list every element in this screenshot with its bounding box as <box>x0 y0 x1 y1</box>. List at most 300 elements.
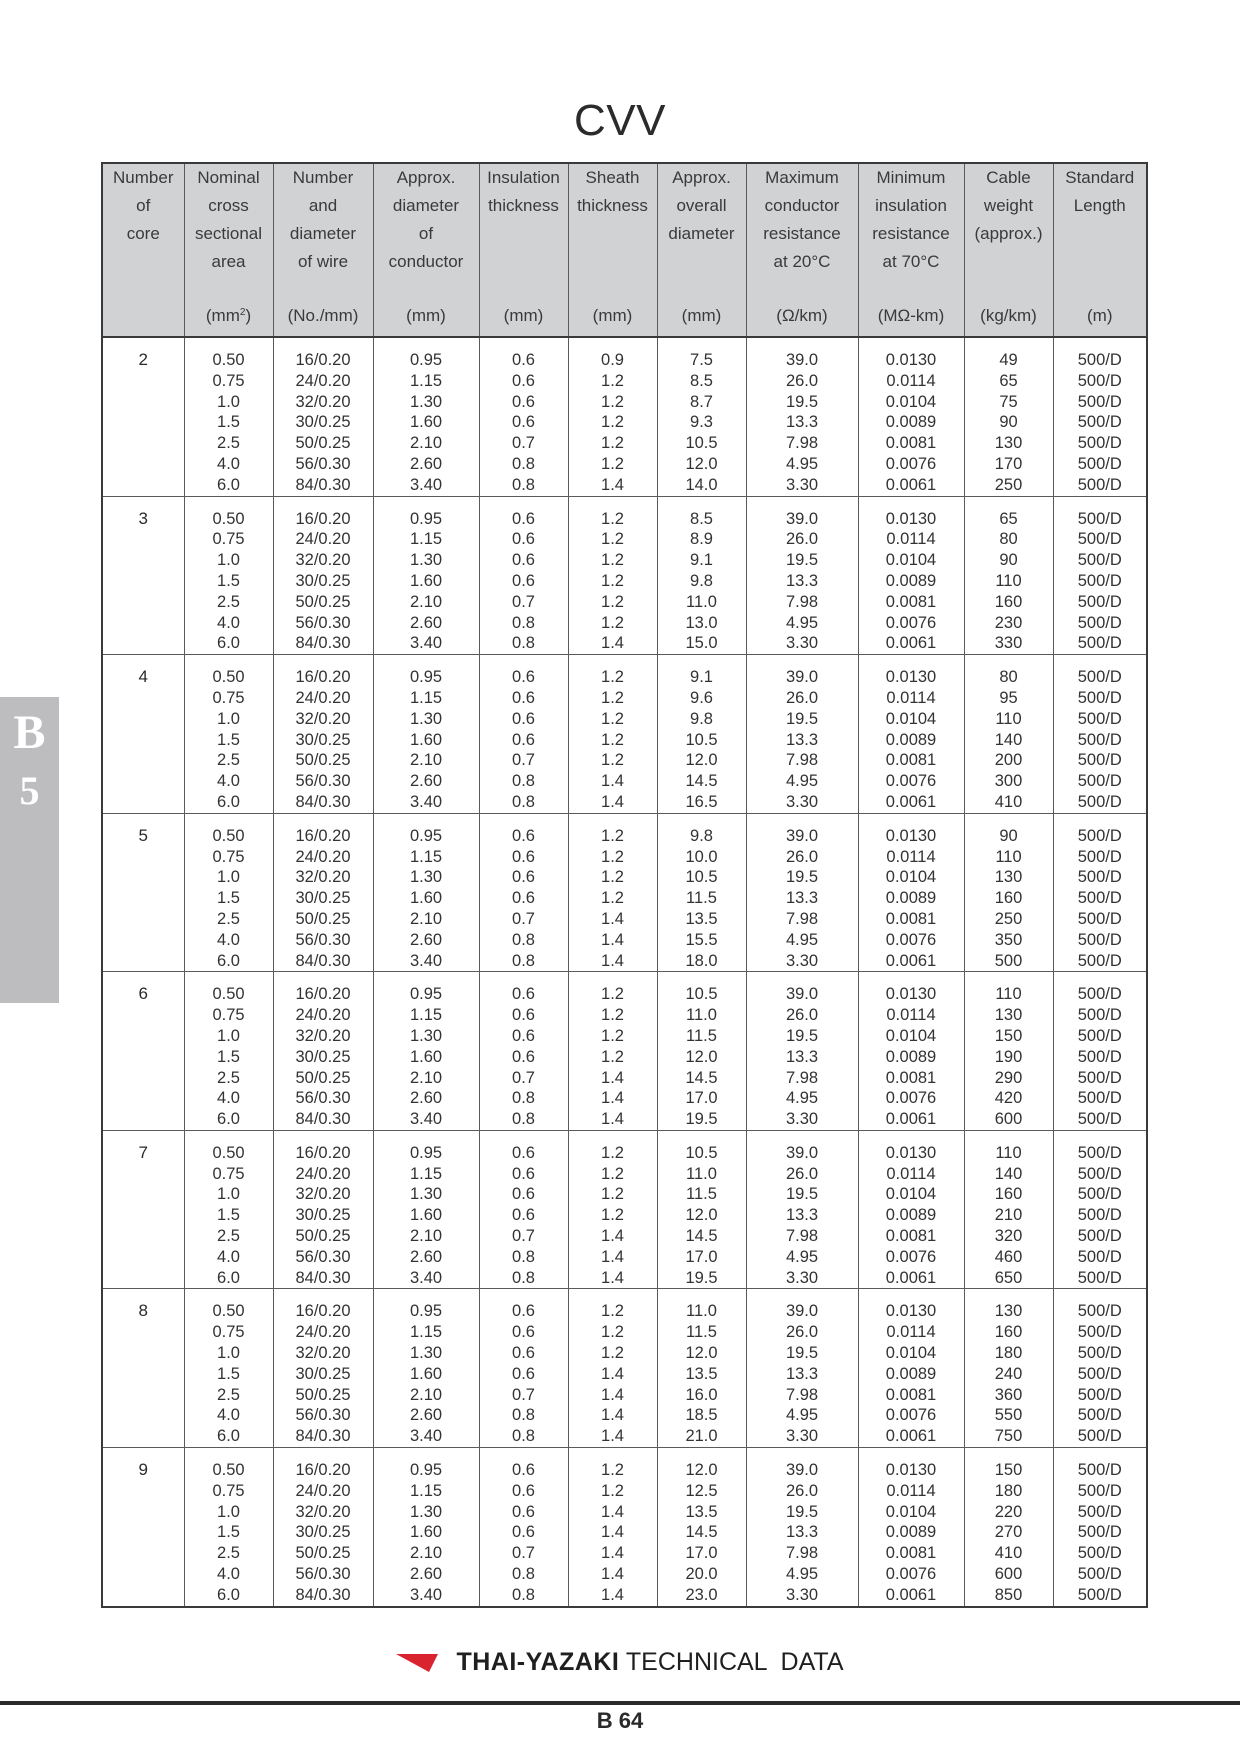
cell-value: 500/D <box>1077 826 1122 845</box>
cell-value: 0.6 <box>512 509 535 528</box>
cell-value: 0.7 <box>512 592 535 611</box>
table-cell <box>964 972 1053 1131</box>
cell-value: 500/D <box>1077 792 1122 811</box>
header-line: thickness <box>488 196 559 215</box>
header-line: Cable <box>986 168 1031 187</box>
cell-value: 500/D <box>1077 1068 1122 1087</box>
cell-value: 3.40 <box>409 1427 443 1446</box>
cell-value: 0.7 <box>512 1544 535 1563</box>
cell-value: 0.0076 <box>885 1565 937 1584</box>
cell-value: 0.6 <box>512 1481 535 1500</box>
cell-value: 0.8 <box>512 634 535 653</box>
cell-value: 65 <box>999 371 1018 390</box>
cell-value: 16/0.20 <box>295 509 351 528</box>
cell-value: 0.7 <box>512 909 535 928</box>
table-cell <box>1053 496 1147 655</box>
cell-value: 12.0 <box>685 1461 718 1480</box>
table-cell <box>273 972 373 1131</box>
cell-value: 21.0 <box>685 1427 718 1446</box>
cell-value: 0.6 <box>512 1523 535 1542</box>
cell-value: 2.5 <box>217 1544 240 1563</box>
cell-value: 11.0 <box>686 1164 717 1183</box>
cell-value: 7.98 <box>785 909 819 928</box>
cell-value: 2.60 <box>409 772 443 791</box>
table-cell <box>1053 813 1147 972</box>
table-cell <box>273 655 373 814</box>
cell-value: 0.6 <box>512 688 535 707</box>
header-line: Insulation <box>487 168 560 187</box>
cell-value: 0.0081 <box>885 434 937 453</box>
header-line: Minimum <box>876 168 946 187</box>
header-line: Maximum <box>765 168 839 187</box>
cell-value: 1.4 <box>601 1364 624 1383</box>
cell-value: 160 <box>994 1323 1023 1342</box>
core-count: 5 <box>102 813 184 972</box>
cell-value: 500/D <box>1077 985 1122 1004</box>
cell-value: 0.0114 <box>886 1006 936 1025</box>
cell-value: 1.5 <box>217 889 240 908</box>
cell-value: 17.0 <box>685 1089 718 1108</box>
cell-value: 0.0130 <box>885 1461 937 1480</box>
core-count: 6 <box>102 972 184 1131</box>
cell-value: 9.8 <box>690 571 713 590</box>
cell-value: 1.4 <box>601 951 624 970</box>
cell-value: 500/D <box>1077 1247 1122 1266</box>
table-cell <box>568 337 657 496</box>
header-line: at 20°C <box>773 252 831 271</box>
cell-value: 0.8 <box>512 1565 535 1584</box>
table-cell <box>373 337 479 496</box>
table-cell <box>964 1448 1053 1607</box>
cell-value: 500/D <box>1077 709 1122 728</box>
cell-value: 500/D <box>1077 1502 1122 1521</box>
cell-value: 4.95 <box>785 930 819 949</box>
cell-value: 500/D <box>1077 1585 1122 1604</box>
cell-value: 32/0.20 <box>295 1502 351 1521</box>
core-count: 4 <box>102 655 184 814</box>
cell-value: 500/D <box>1077 847 1122 866</box>
cell-value: 0.6 <box>512 1344 535 1363</box>
cell-value: 0.50 <box>212 1143 245 1162</box>
table-cell <box>746 1130 858 1289</box>
cell-value: 1.2 <box>601 509 624 528</box>
cell-value: 32/0.20 <box>295 709 351 728</box>
cell-value: 39.0 <box>785 826 819 845</box>
cell-value: 11.0 <box>686 592 717 611</box>
cell-value: 500/D <box>1077 1565 1122 1584</box>
cell-value: 0.0061 <box>885 951 937 970</box>
table-cell <box>568 1130 657 1289</box>
header-line: insulation <box>875 196 947 215</box>
table-cell <box>858 496 964 655</box>
cell-value: 0.6 <box>512 1364 535 1383</box>
header-unit: (kg/km) <box>980 306 1037 325</box>
header-line: of <box>136 196 151 215</box>
cell-value: 16/0.20 <box>295 985 351 1004</box>
cell-value: 0.95 <box>409 1302 443 1321</box>
header-line: at 70°C <box>882 252 940 271</box>
cell-value: 1.15 <box>409 371 443 390</box>
table-cell <box>184 1289 273 1448</box>
cell-value: 0.95 <box>409 826 443 845</box>
cell-value: 39.0 <box>785 668 819 687</box>
cell-value: 95 <box>999 688 1018 707</box>
cell-value: 110 <box>995 709 1022 728</box>
cell-value: 1.60 <box>409 1047 443 1066</box>
cell-value: 0.0130 <box>885 1143 937 1162</box>
cell-value: 3.30 <box>785 792 819 811</box>
cell-value: 11.5 <box>686 889 717 908</box>
table-cell <box>373 496 479 655</box>
cell-value: 1.15 <box>409 688 443 707</box>
cell-value: 10.5 <box>685 730 718 749</box>
cell-value: 0.0076 <box>885 1406 937 1425</box>
header-line: resistance <box>763 224 841 243</box>
cell-value: 11.5 <box>686 1185 717 1204</box>
cell-value: 2.60 <box>409 454 443 473</box>
cell-value: 56/0.30 <box>295 930 351 949</box>
cell-value: 2.10 <box>409 1227 443 1246</box>
cell-value: 500/D <box>1077 1406 1122 1425</box>
cell-value: 1.60 <box>409 1364 443 1383</box>
cell-value: 90 <box>999 826 1018 845</box>
cell-value: 1.2 <box>601 413 624 432</box>
cell-value: 1.15 <box>409 1164 443 1183</box>
cell-value: 500/D <box>1077 772 1122 791</box>
cell-value: 14.5 <box>685 1068 718 1087</box>
table-cell <box>964 655 1053 814</box>
header-unit: $(mm^2)$ <box>205 306 252 325</box>
cell-value: 80 <box>999 530 1018 549</box>
table-cell <box>746 1448 858 1607</box>
cell-value: 39.0 <box>785 509 819 528</box>
table-cell <box>858 655 964 814</box>
cell-value: 0.6 <box>512 530 535 549</box>
cell-value: 0.0114 <box>886 530 936 549</box>
cell-value: 0.6 <box>512 1185 535 1204</box>
cell-value: 0.0076 <box>885 772 937 791</box>
cell-value: 23.0 <box>685 1585 718 1604</box>
cell-value: 500/D <box>1077 551 1122 570</box>
cell-value: 56/0.30 <box>295 772 351 791</box>
cell-value: 1.30 <box>409 1344 443 1363</box>
header-line: Sheath <box>585 168 640 187</box>
header-line: thickness <box>577 196 648 215</box>
cell-value: 0.0130 <box>885 668 937 687</box>
cell-value: 500/D <box>1077 351 1122 369</box>
cell-value: 500/D <box>1077 571 1122 590</box>
cell-value: 0.0081 <box>885 1068 937 1087</box>
cell-value: 0.6 <box>512 1006 535 1025</box>
table-cell <box>568 1448 657 1607</box>
cell-value: 500/D <box>1077 951 1122 970</box>
cell-value: 17.0 <box>685 1544 718 1563</box>
table-cell <box>746 972 858 1131</box>
cell-value: 0.50 <box>212 985 245 1004</box>
cell-value: 0.0061 <box>885 1427 937 1446</box>
cell-value: 3.30 <box>785 1268 819 1287</box>
cell-value: 56/0.30 <box>295 1406 351 1425</box>
cell-value: 500/D <box>1077 1461 1122 1480</box>
cell-value: 1.4 <box>601 1227 624 1246</box>
cell-value: 500/D <box>1077 1481 1122 1500</box>
cell-value: 1.4 <box>601 1089 624 1108</box>
cell-value: 500/D <box>1077 1344 1122 1363</box>
table-cell <box>964 1130 1053 1289</box>
cell-value: 500/D <box>1077 454 1122 473</box>
cell-value: 26.0 <box>785 1164 819 1183</box>
cell-value: 0.6 <box>512 826 535 845</box>
cell-value: 0.6 <box>512 351 535 369</box>
cell-value: 460 <box>994 1247 1023 1266</box>
cell-value: 410 <box>994 792 1023 811</box>
cell-value: 250 <box>994 909 1023 928</box>
cell-value: 0.8 <box>512 1268 535 1287</box>
cell-value: 0.8 <box>512 613 535 632</box>
cell-value: 330 <box>994 634 1023 653</box>
header-line: conductor <box>764 196 840 215</box>
cell-value: 1.0 <box>217 551 240 570</box>
cell-value: 220 <box>994 1502 1023 1521</box>
cell-value: 1.4 <box>601 1406 624 1425</box>
cell-value: 0.7 <box>512 1068 535 1087</box>
cell-value: 84/0.30 <box>295 792 351 811</box>
cell-value: 650 <box>994 1268 1023 1287</box>
cell-value: 0.0104 <box>885 392 937 411</box>
cell-value: 0.75 <box>212 530 245 549</box>
cell-value: 0.0104 <box>885 1502 937 1521</box>
cell-value: 30/0.25 <box>295 1523 351 1542</box>
cell-value: 12.0 <box>685 1047 718 1066</box>
cell-value: 0.50 <box>212 509 245 528</box>
cell-value: 13.3 <box>785 1364 819 1383</box>
cell-value: 500/D <box>1077 1089 1122 1108</box>
cell-value: 9.1 <box>690 668 713 687</box>
cell-value: 2.10 <box>409 909 443 928</box>
cell-value: 1.60 <box>409 889 443 908</box>
cell-value: 80 <box>999 668 1018 687</box>
cell-value: 2.60 <box>409 930 443 949</box>
cell-value: 500/D <box>1077 730 1122 749</box>
cell-value: 3.40 <box>409 792 443 811</box>
cell-value: 13.3 <box>785 571 819 590</box>
cell-value: 84/0.30 <box>295 634 351 653</box>
cell-value: 26.0 <box>785 1481 819 1500</box>
cell-value: 1.5 <box>217 1523 240 1542</box>
column-header <box>964 163 1053 337</box>
cell-value: 110 <box>995 1143 1022 1162</box>
cell-value: 500/D <box>1077 392 1122 411</box>
cell-value: 56/0.30 <box>295 454 351 473</box>
cell-value: 50/0.25 <box>295 1227 351 1246</box>
cell-value: 9.8 <box>690 709 713 728</box>
cell-value: 11.5 <box>686 1026 717 1045</box>
page-number: B 64 <box>596 1708 644 1733</box>
header-line: weight <box>983 196 1034 215</box>
cell-value: 0.75 <box>212 847 245 866</box>
cell-value: 500/D <box>1077 688 1122 707</box>
cell-value: 1.15 <box>409 1481 443 1500</box>
cell-value: 30/0.25 <box>295 1364 351 1383</box>
table-cell <box>964 496 1053 655</box>
cell-value: 7.5 <box>690 351 713 369</box>
cell-value: 14.0 <box>685 475 718 494</box>
table-cell <box>184 813 273 972</box>
table-cell <box>1053 1130 1147 1289</box>
cell-value: 1.4 <box>601 1427 624 1446</box>
cell-value: 0.0081 <box>885 751 937 770</box>
header-line: Approx. <box>396 168 456 187</box>
cell-value: 16/0.20 <box>295 1143 351 1162</box>
cell-value: 50/0.25 <box>295 1385 351 1404</box>
cell-value: 0.75 <box>212 688 245 707</box>
cell-value: 10.5 <box>685 1143 718 1162</box>
table-cell <box>657 496 746 655</box>
cell-value: 11.5 <box>686 1323 717 1342</box>
table-cell <box>746 813 858 972</box>
cell-value: 1.2 <box>601 1302 624 1321</box>
table-cell <box>184 496 273 655</box>
cell-value: 18.5 <box>685 1406 718 1425</box>
table-cell <box>657 655 746 814</box>
header-line: Standard <box>1065 168 1135 187</box>
cell-value: 24/0.20 <box>295 1006 351 1025</box>
table-cell <box>479 1130 568 1289</box>
cell-value: 500/D <box>1077 413 1122 432</box>
cell-value: 13.3 <box>785 1047 819 1066</box>
table-cell <box>184 972 273 1131</box>
cell-value: 0.95 <box>409 668 443 687</box>
cell-value: 7.98 <box>785 1068 819 1087</box>
cell-value: 0.0114 <box>886 1164 936 1183</box>
cell-value: 1.0 <box>217 1502 240 1521</box>
cell-value: 160 <box>994 592 1023 611</box>
cell-value: 500/D <box>1077 634 1122 653</box>
cell-value: 4.0 <box>217 613 240 632</box>
cell-value: 1.30 <box>409 551 443 570</box>
cell-value: 14.5 <box>685 1523 718 1542</box>
cell-value: 19.5 <box>785 1502 819 1521</box>
table-cell <box>568 972 657 1131</box>
cell-value: 500/D <box>1077 1185 1122 1204</box>
cell-value: 65 <box>999 509 1018 528</box>
cell-value: 2.10 <box>409 751 443 770</box>
cell-value: 0.6 <box>512 1026 535 1045</box>
cell-value: 1.2 <box>601 1164 624 1183</box>
table-cell <box>273 496 373 655</box>
cell-value: 0.6 <box>512 551 535 570</box>
table-cell <box>858 337 964 496</box>
cell-value: 1.2 <box>601 889 624 908</box>
table-cell <box>479 972 568 1131</box>
cell-value: 1.60 <box>409 1523 443 1542</box>
cell-value: 24/0.20 <box>295 1323 351 1342</box>
cell-value: 0.0104 <box>885 1344 937 1363</box>
cell-value: 0.6 <box>512 392 535 411</box>
cell-value: 240 <box>994 1364 1023 1383</box>
cell-value: 18.0 <box>685 951 718 970</box>
cell-value: 0.8 <box>512 1585 535 1604</box>
cell-value: 9.6 <box>690 688 713 707</box>
header-line: Number <box>292 168 354 187</box>
table-row <box>102 1289 1147 1448</box>
table-cell <box>479 1289 568 1448</box>
cell-value: 0.6 <box>512 1164 535 1183</box>
cell-value: 4.0 <box>217 772 240 791</box>
table-cell <box>373 655 479 814</box>
table-cell <box>373 1289 479 1448</box>
cell-value: 140 <box>994 1164 1023 1183</box>
cell-value: 1.2 <box>601 1461 624 1480</box>
cell-value: 50/0.25 <box>295 592 351 611</box>
cell-value: 0.0104 <box>885 868 937 887</box>
cell-value: 0.0081 <box>885 1544 937 1563</box>
cell-value: 56/0.30 <box>295 1089 351 1108</box>
cell-value: 210 <box>994 1206 1023 1225</box>
cell-value: 1.60 <box>409 1206 443 1225</box>
header-line: cross <box>208 196 249 215</box>
cell-value: 500/D <box>1077 509 1122 528</box>
cell-value: 4.95 <box>785 1089 819 1108</box>
cell-value: 0.7 <box>512 1227 535 1246</box>
cell-value: 13.5 <box>685 909 718 928</box>
cell-value: 30/0.25 <box>295 1047 351 1066</box>
header-line: of <box>418 224 434 243</box>
cell-value: 0.75 <box>212 371 245 390</box>
cell-value: 0.0076 <box>885 454 937 473</box>
cell-value: 0.75 <box>212 1481 245 1500</box>
table-cell <box>273 1448 373 1607</box>
cell-value: 500/D <box>1077 1047 1122 1066</box>
cell-value: 0.8 <box>512 1427 535 1446</box>
cell-value: 2.60 <box>409 1406 443 1425</box>
core-count: 7 <box>102 1130 184 1289</box>
cell-value: 500/D <box>1077 1302 1122 1321</box>
cell-value: 19.5 <box>785 709 819 728</box>
cell-value: 1.4 <box>601 1565 624 1584</box>
table-row <box>102 1130 1147 1289</box>
header-line: of wire <box>297 252 349 271</box>
cell-value: 24/0.20 <box>295 1164 351 1183</box>
cell-value: 1.2 <box>601 985 624 1004</box>
header-line: (approx.) <box>974 224 1043 243</box>
cell-value: 500/D <box>1077 1323 1122 1342</box>
cell-value: 0.95 <box>409 351 443 369</box>
cell-value: 2.10 <box>409 1068 443 1087</box>
cell-value: 0.7 <box>512 434 535 453</box>
cell-value: 50/0.25 <box>295 434 351 453</box>
table-cell <box>568 813 657 972</box>
cell-value: 13.5 <box>685 1502 718 1521</box>
cell-value: 290 <box>994 1068 1023 1087</box>
cell-value: 0.6 <box>512 985 535 1004</box>
cell-value: 1.5 <box>217 1047 240 1066</box>
cell-value: 130 <box>994 868 1023 887</box>
cell-value: 9.1 <box>690 551 713 570</box>
cell-value: 8.7 <box>690 392 713 411</box>
cell-value: 150 <box>994 1461 1023 1480</box>
table-cell <box>964 813 1053 972</box>
cell-value: 230 <box>994 613 1023 632</box>
cell-value: 0.9 <box>601 351 624 369</box>
cell-value: 1.2 <box>601 668 624 687</box>
cell-value: 12.0 <box>685 1344 718 1363</box>
header-line: Length <box>1073 196 1126 215</box>
cell-value: 1.4 <box>601 1523 624 1542</box>
column-header <box>273 163 373 337</box>
cell-value: 0.8 <box>512 1089 535 1108</box>
core-count: 8 <box>102 1289 184 1448</box>
